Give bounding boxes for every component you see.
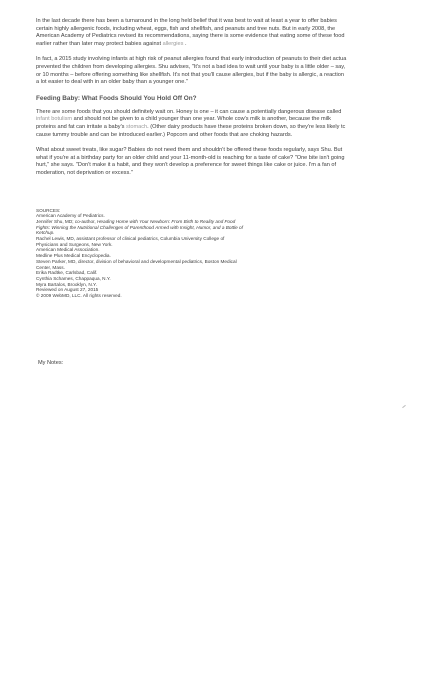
copyright: © 2009 WebMD, LLC. All rights reserved. xyxy=(36,293,122,299)
text-line: What about sweet treats, like sugar? Babies do not need them and shouldn't be offered these foods regularly, says Shu. But xyxy=(36,147,343,154)
infant-botulism-link[interactable]: infant botulism xyxy=(36,116,73,123)
section-subheading: Feeding Baby: What Foods Should You Hold Off On? xyxy=(36,94,197,102)
source-item: Rachel Lewis, MD, assistant professor of clinical pediatrics, Columbia University College of xyxy=(36,236,225,242)
text-line: or 10 months – before offering something like shellfish. It's not that you'll cause allergies, but if the baby is allergic, a reaction xyxy=(36,71,344,78)
source-item: Steven Parker, MD, director, division of behavioral and developmental pediatrics, Boston Medical xyxy=(36,258,237,264)
text-line: American Academy of Pediatrics revised its recommendations, saying there is some evidence that eating some of these food xyxy=(36,33,345,40)
paragraph-allergenic-foods xyxy=(36,18,418,48)
sources-heading: SOURCES: xyxy=(36,207,61,213)
paragraph-peanut-study xyxy=(36,56,418,86)
paragraph-sweet-treats xyxy=(36,147,418,177)
book-title-continued: Fights: Winning the Nutritional Challenges of Parenthood Armed with Insight, Humor, and a Bottle of xyxy=(36,224,243,230)
text-fragment: proteins and fat can irritate a baby's xyxy=(36,123,126,130)
paragraph-foods-to-wait-on xyxy=(36,109,418,139)
source-item: American Academy of Pediatrics. xyxy=(36,213,105,219)
text-line: In the last decade there has been a turnaround in the long held belief that it was best to wait at least a year to offer babies xyxy=(36,18,337,24)
source-item: Myra Bartalos, Brooklyn, N.Y. xyxy=(36,281,97,287)
article xyxy=(36,18,418,299)
text-line: There are some foods that you should definitely wait on. Honey is one – it can cause a potentially dangerous disease called xyxy=(36,108,342,115)
text-line: cause tummy trouble and can be introduced earlier.) Popcorn and other foods that are choking hazards. xyxy=(36,131,293,138)
source-item: Cynthia Schames, Chappaqua, N.Y. xyxy=(36,275,111,281)
source-item: Medline Plus Medical Encyclopedia. xyxy=(36,253,111,259)
text-line: In fact, a 2015 study involving infants at high risk of peanut allergies found that early introduction of peanuts to their diet actua xyxy=(36,56,347,63)
book-title: Heading Home with Your Newborn: From Birth to Reality and Food xyxy=(96,218,236,224)
text-line: certain highly allergenic foods, including wheat, eggs, fish and shellfish, and peanuts and tree nuts. But in early 2008, the xyxy=(36,25,336,32)
text-line: hurt," she says. "Don't make it a habit, and they won't develop a preference for sweet things like cake or juice. I'm a fan of xyxy=(36,162,337,169)
text-fragment: and should not be given to a child younger than one year. Whole cow's milk is another, because the milk xyxy=(72,116,331,123)
scan-mark xyxy=(402,405,406,408)
text-line: moderation, not deprivation or excess." xyxy=(36,169,133,176)
review-date: Reviewed on August 27, 2015 xyxy=(36,287,99,293)
my-notes-label: My Notes: xyxy=(38,360,64,366)
text-line xyxy=(36,41,418,49)
text-line xyxy=(36,116,418,124)
source-item: Center, Mass. xyxy=(36,264,65,270)
source-item: American Medical Association. xyxy=(36,247,100,253)
source-item: Erika Radtke, Carlsbad, Calif. xyxy=(36,270,98,276)
source-text: Jennifer Shu, MD; co-author, xyxy=(36,218,97,224)
source-item: Physicians and Surgeons, New York. xyxy=(36,241,113,247)
stomach-link[interactable]: stomach xyxy=(126,123,148,130)
book-title-end: Ketchup. xyxy=(36,230,55,236)
text-line xyxy=(36,124,418,132)
text-fragment: . xyxy=(183,40,187,47)
text-line: a lot easier to deal with in an older baby than a younger one." xyxy=(36,79,188,86)
allergies-link[interactable]: allergies xyxy=(162,40,184,47)
text-line: prevented the children from developing allergies. Shu advises, "It's not a bad idea to wait until your baby is a little older – say, xyxy=(36,63,346,70)
text-line: what if you're at a birthday party for an older child and your 11-month-old is reaching for a taste of cake? "One bite isn't going xyxy=(36,154,345,161)
text-fragment: earlier rather than later may protect babies against xyxy=(36,40,163,47)
sources-list xyxy=(36,208,418,299)
text-fragment: . (Other dairy products have these proteins broken down, so they're less likely tc xyxy=(147,123,346,130)
